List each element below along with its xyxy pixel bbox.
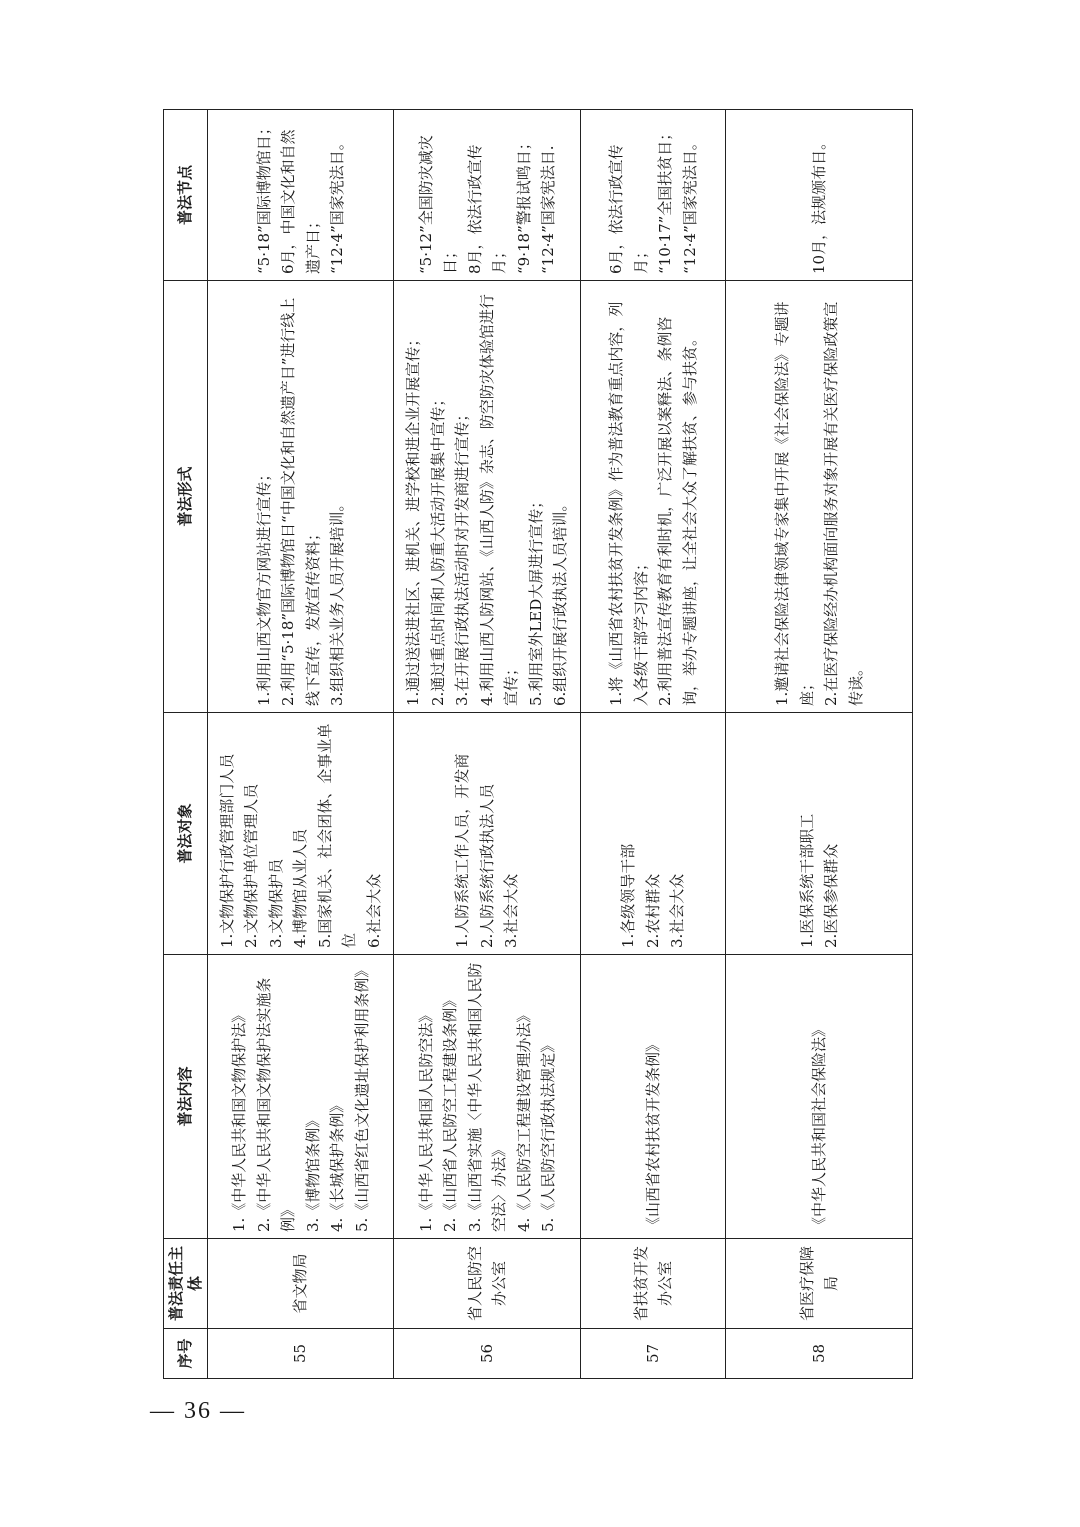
target-item: 2.农村群众 (643, 873, 662, 948)
header-id: 序号 (164, 1329, 208, 1379)
table-row (726, 110, 913, 1379)
content-item: 3.《山西省实施〈中华人民共和国人民防空法〉办法》 (465, 962, 508, 1232)
target-item: 2.医保参保群众 (822, 843, 840, 948)
row-target (726, 713, 913, 955)
target-item: 6.社会大众 (364, 873, 383, 948)
target-item: 4.博物馆从业人员 (291, 828, 310, 948)
content-item: 2.《中华人民共和国文物保护法实施条例》 (254, 977, 297, 1232)
target-item: 2.人防系统行政执法人员 (477, 783, 496, 948)
header-target: 普法对象 (164, 713, 208, 955)
table-header-row (164, 110, 208, 1379)
content-item: 4.《人民防空工程建设管理办法》 (514, 1007, 533, 1232)
festival-item: “12·4”国家宪法日. (539, 145, 557, 274)
row-subject: 省文物局 (208, 1239, 394, 1329)
target-item: 2.文物保护单位管理人员 (242, 783, 261, 948)
header-festival: 普法节点 (164, 110, 208, 281)
festival-item: 6月，中国文化和自然遗产日； (279, 129, 322, 274)
row-festival (581, 110, 726, 281)
form-item: 2.通过重点时间和人防重大活动开展集中宣传； (428, 391, 447, 706)
content-item: 5.《人民防空行政执法规定》 (539, 1037, 557, 1232)
row-subject: 省人民防空办公室 (394, 1239, 581, 1329)
target-item: 3.文物保护员 (266, 858, 285, 948)
row-festival (726, 110, 913, 281)
row-content (726, 955, 913, 1239)
content-item: 1.《中华人民共和国文物保护法》 (230, 1007, 248, 1232)
content-item: 1.《中华人民共和国人民防空法》 (416, 1007, 435, 1232)
content-item: 2.《山西省人民防空工程建设条例》 (441, 992, 459, 1232)
row-form (208, 281, 394, 713)
row-id: 56 (394, 1329, 581, 1379)
festival-item: “12·4”国家宪法日。 (328, 135, 346, 274)
row-content (581, 955, 726, 1239)
form-item: 6.组织开展行政执法人员培训。 (551, 496, 570, 706)
row-festival (208, 110, 394, 281)
row-target (394, 713, 581, 955)
festival-item: 8月，依法行政宣传月； (465, 144, 508, 274)
festival-item: “10·17”全国扶贫日； (656, 125, 674, 274)
form-item: 1.邀请社会保险法律领域专家集中开展《社会保险法》专题讲座； (773, 301, 816, 706)
law-publicity-table (163, 109, 913, 1379)
form-item: 4.利用山西人防网站、《山西人防》杂志、防空防灾体验馆进行宣传； (477, 294, 521, 706)
target-item: 3.社会大众 (502, 873, 521, 948)
table-row (581, 110, 726, 1379)
form-item: 2.利用“5·18”国际博物馆日“中国文化和自然遗产日”进行线上线下宣传，发放宣传资料； (279, 297, 322, 706)
header-content: 普法内容 (164, 955, 208, 1239)
row-form (394, 281, 581, 713)
form-item: 1.利用山西文物官方网站进行宣传； (254, 466, 273, 706)
festival-item: “5·18”国际博物馆日； (254, 120, 273, 274)
row-target (208, 713, 394, 955)
target-item: 1.医保系统干部职工 (797, 813, 816, 948)
form-item: 2.在医疗保险经办机构面向服务对象开展有关医疗保险政策宣传读。 (822, 301, 865, 706)
content-item: 《中华人民共和国社会保险法》 (809, 1021, 828, 1232)
header-form: 普法形式 (164, 281, 208, 713)
form-item: 1.将《山西省农村扶贫开发条例》作为普法教育重点内容，列入各级干部学习内容； (607, 301, 650, 706)
row-subject: 省扶贫开发办公室 (581, 1239, 726, 1329)
festival-item: “12·4”国家宪法日。 (680, 135, 699, 274)
form-item: 2.利用普法宣传教育有利时机，广泛开展以案释法、条例咨询，举办专题讲座，让全社会大众了解扶贫、参与扶贫。 (656, 316, 699, 706)
form-item: 5.利用室外LED大屏进行宣传； (526, 493, 545, 706)
form-item: 1.通过送法进社区、进机关、进学校和进企业开展宣传； (404, 331, 423, 706)
target-item: 5.国家机关、社会团体、企事业单位 (315, 723, 359, 948)
content-item: 3.《博物馆条例》 (303, 1112, 322, 1232)
festival-item: 10月，法规颁布日。 (809, 134, 828, 274)
festival-item: 6月，依法行政宣传月； (607, 144, 650, 274)
content-item: 4.《长城保护条例》 (328, 1097, 346, 1232)
page-number: — 36 — (150, 1398, 246, 1424)
header-subject: 普法责任主体 (164, 1239, 208, 1329)
row-content (394, 955, 581, 1239)
target-item: 3.社会大众 (668, 873, 687, 948)
table-row (208, 110, 394, 1379)
table-row (394, 110, 581, 1379)
target-item: 1.人防系统工作人员，开发商 (453, 753, 472, 948)
content-item: 5.《山西省红色文化遗址保护利用条例》 (352, 962, 371, 1232)
form-item: 3.组织相关业务人员开展培训。 (328, 496, 346, 706)
form-item: 3.在开展行政执法活动时对开发商进行宣传； (453, 406, 472, 706)
row-subject: 省医疗保障局 (726, 1239, 913, 1329)
row-id: 58 (726, 1329, 913, 1379)
content-item: 《山西省农村扶贫开发条例》 (643, 1036, 662, 1232)
row-content (208, 955, 394, 1239)
row-id: 57 (581, 1329, 726, 1379)
row-form (726, 281, 913, 713)
row-id: 55 (208, 1329, 394, 1379)
target-item: 1.文物保护行政管理部门人员 (217, 753, 236, 948)
target-item: 1.各级领导干部 (619, 843, 638, 948)
row-form (581, 281, 726, 713)
rotated-table-page (163, 110, 912, 1379)
festival-item: “5·12”全国防灾减灾日； (416, 135, 459, 274)
row-target (581, 713, 726, 955)
row-festival (394, 110, 581, 281)
festival-item: “9·18”警报试鸣日； (514, 135, 533, 274)
